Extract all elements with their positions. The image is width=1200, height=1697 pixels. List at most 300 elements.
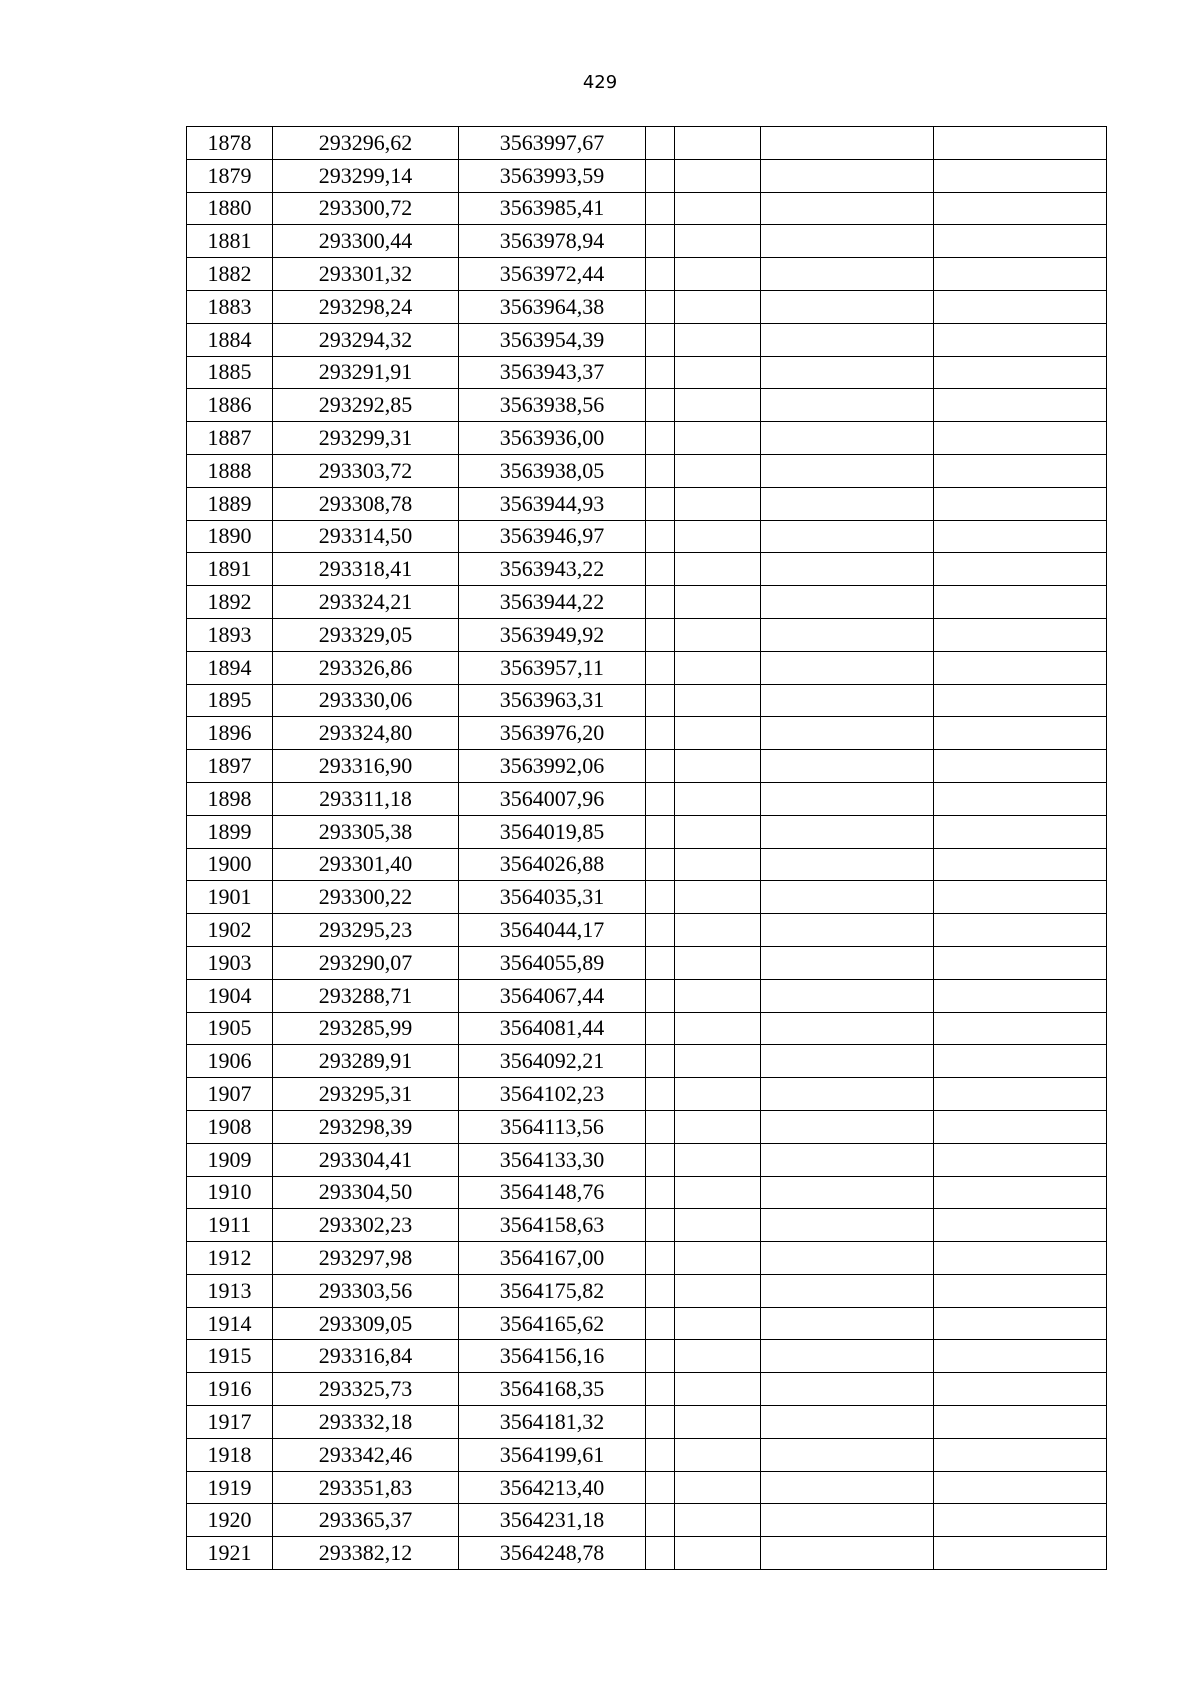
x-coordinate-cell: 293324,21 (273, 586, 459, 619)
empty-cell (934, 815, 1107, 848)
empty-cell (934, 1045, 1107, 1078)
empty-cell (646, 750, 675, 783)
point-number-cell: 1899 (187, 815, 273, 848)
empty-cell (646, 1012, 675, 1045)
empty-cell (675, 487, 761, 520)
point-number-cell: 1907 (187, 1078, 273, 1111)
empty-cell (934, 520, 1107, 553)
point-number-cell: 1880 (187, 192, 273, 225)
point-number-cell: 1884 (187, 323, 273, 356)
point-number-cell: 1916 (187, 1373, 273, 1406)
empty-cell (761, 192, 934, 225)
empty-cell (646, 1373, 675, 1406)
point-number-cell: 1915 (187, 1340, 273, 1373)
table-row (187, 750, 1107, 783)
empty-cell (646, 487, 675, 520)
empty-cell (675, 946, 761, 979)
table-row (187, 487, 1107, 520)
point-number-cell: 1898 (187, 782, 273, 815)
empty-cell (934, 553, 1107, 586)
x-coordinate-cell: 293295,23 (273, 914, 459, 947)
empty-cell (646, 1078, 675, 1111)
x-coordinate-cell: 293285,99 (273, 1012, 459, 1045)
empty-cell (934, 1078, 1107, 1111)
empty-cell (675, 782, 761, 815)
empty-cell (934, 454, 1107, 487)
x-coordinate-cell: 293298,24 (273, 290, 459, 323)
empty-cell (646, 258, 675, 291)
empty-cell (675, 586, 761, 619)
empty-cell (675, 258, 761, 291)
empty-cell (761, 1143, 934, 1176)
empty-cell (934, 881, 1107, 914)
x-coordinate-cell: 293303,72 (273, 454, 459, 487)
x-coordinate-cell: 293289,91 (273, 1045, 459, 1078)
empty-cell (675, 1373, 761, 1406)
empty-cell (646, 1307, 675, 1340)
table-row (187, 979, 1107, 1012)
empty-cell (761, 1438, 934, 1471)
y-coordinate-cell: 3563972,44 (459, 258, 646, 291)
table-row (187, 1504, 1107, 1537)
y-coordinate-cell: 3563985,41 (459, 192, 646, 225)
empty-cell (934, 225, 1107, 258)
y-coordinate-cell: 3564019,85 (459, 815, 646, 848)
y-coordinate-cell: 3563944,93 (459, 487, 646, 520)
empty-cell (761, 127, 934, 160)
y-coordinate-cell: 3564044,17 (459, 914, 646, 947)
empty-cell (675, 1307, 761, 1340)
point-number-cell: 1879 (187, 159, 273, 192)
empty-cell (761, 881, 934, 914)
empty-cell (675, 454, 761, 487)
empty-cell (934, 1373, 1107, 1406)
empty-cell (646, 848, 675, 881)
empty-cell (761, 914, 934, 947)
x-coordinate-cell: 293296,62 (273, 127, 459, 160)
empty-cell (761, 1012, 934, 1045)
empty-cell (761, 946, 934, 979)
empty-cell (646, 618, 675, 651)
table-row (187, 815, 1107, 848)
empty-cell (675, 881, 761, 914)
empty-cell (646, 1209, 675, 1242)
empty-cell (761, 290, 934, 323)
y-coordinate-cell: 3563943,22 (459, 553, 646, 586)
empty-cell (675, 290, 761, 323)
y-coordinate-cell: 3564156,16 (459, 1340, 646, 1373)
empty-cell (675, 1471, 761, 1504)
empty-cell (675, 979, 761, 1012)
empty-cell (646, 782, 675, 815)
empty-cell (761, 1406, 934, 1439)
empty-cell (675, 225, 761, 258)
empty-cell (761, 225, 934, 258)
empty-cell (675, 914, 761, 947)
empty-cell (761, 487, 934, 520)
point-number-cell: 1911 (187, 1209, 273, 1242)
table-row (187, 1012, 1107, 1045)
y-coordinate-cell: 3564081,44 (459, 1012, 646, 1045)
empty-cell (646, 1045, 675, 1078)
empty-cell (761, 454, 934, 487)
point-number-cell: 1894 (187, 651, 273, 684)
x-coordinate-cell: 293324,80 (273, 717, 459, 750)
empty-cell (934, 979, 1107, 1012)
point-number-cell: 1885 (187, 356, 273, 389)
point-number-cell: 1897 (187, 750, 273, 783)
empty-cell (675, 717, 761, 750)
y-coordinate-cell: 3564102,23 (459, 1078, 646, 1111)
empty-cell (646, 192, 675, 225)
empty-cell (675, 1438, 761, 1471)
empty-cell (761, 1504, 934, 1537)
x-coordinate-cell: 293292,85 (273, 389, 459, 422)
empty-cell (646, 1110, 675, 1143)
point-number-cell: 1887 (187, 422, 273, 455)
y-coordinate-cell: 3564165,62 (459, 1307, 646, 1340)
empty-cell (934, 1340, 1107, 1373)
empty-cell (761, 815, 934, 848)
point-number-cell: 1905 (187, 1012, 273, 1045)
empty-cell (646, 1406, 675, 1439)
empty-cell (934, 946, 1107, 979)
empty-cell (646, 1471, 675, 1504)
empty-cell (675, 389, 761, 422)
empty-cell (761, 1340, 934, 1373)
empty-cell (646, 520, 675, 553)
point-number-cell: 1892 (187, 586, 273, 619)
empty-cell (646, 323, 675, 356)
empty-cell (646, 1143, 675, 1176)
point-number-cell: 1918 (187, 1438, 273, 1471)
table-row (187, 1274, 1107, 1307)
empty-cell (646, 422, 675, 455)
y-coordinate-cell: 3564133,30 (459, 1143, 646, 1176)
y-coordinate-cell: 3564092,21 (459, 1045, 646, 1078)
x-coordinate-cell: 293326,86 (273, 651, 459, 684)
table-row (187, 618, 1107, 651)
empty-cell (675, 815, 761, 848)
table-row (187, 651, 1107, 684)
empty-cell (934, 192, 1107, 225)
y-coordinate-cell: 3564055,89 (459, 946, 646, 979)
empty-cell (675, 1078, 761, 1111)
x-coordinate-cell: 293365,37 (273, 1504, 459, 1537)
empty-cell (761, 553, 934, 586)
empty-cell (675, 684, 761, 717)
empty-cell (675, 323, 761, 356)
point-number-cell: 1919 (187, 1471, 273, 1504)
table-row (187, 1373, 1107, 1406)
empty-cell (646, 1537, 675, 1570)
coordinates-table (186, 126, 1107, 1570)
empty-cell (761, 586, 934, 619)
empty-cell (761, 1078, 934, 1111)
empty-cell (934, 323, 1107, 356)
empty-cell (761, 520, 934, 553)
empty-cell (761, 1110, 934, 1143)
table-row (187, 520, 1107, 553)
table-row (187, 1242, 1107, 1275)
empty-cell (934, 782, 1107, 815)
point-number-cell: 1890 (187, 520, 273, 553)
table-row (187, 717, 1107, 750)
y-coordinate-cell: 3564067,44 (459, 979, 646, 1012)
x-coordinate-cell: 293330,06 (273, 684, 459, 717)
empty-cell (646, 914, 675, 947)
empty-cell (934, 1012, 1107, 1045)
empty-cell (934, 848, 1107, 881)
y-coordinate-cell: 3564158,63 (459, 1209, 646, 1242)
x-coordinate-cell: 293291,91 (273, 356, 459, 389)
x-coordinate-cell: 293332,18 (273, 1406, 459, 1439)
x-coordinate-cell: 293311,18 (273, 782, 459, 815)
empty-cell (675, 422, 761, 455)
empty-cell (675, 1406, 761, 1439)
empty-cell (934, 487, 1107, 520)
empty-cell (675, 1012, 761, 1045)
table-row (187, 356, 1107, 389)
table-row (187, 454, 1107, 487)
table-row (187, 1045, 1107, 1078)
y-coordinate-cell: 3563997,67 (459, 127, 646, 160)
page-number: 429 (582, 72, 618, 93)
empty-cell (646, 1340, 675, 1373)
table-row (187, 1209, 1107, 1242)
x-coordinate-cell: 293301,32 (273, 258, 459, 291)
empty-cell (761, 651, 934, 684)
empty-cell (761, 389, 934, 422)
table-row (187, 848, 1107, 881)
empty-cell (675, 750, 761, 783)
point-number-cell: 1902 (187, 914, 273, 947)
y-coordinate-cell: 3564167,00 (459, 1242, 646, 1275)
point-number-cell: 1913 (187, 1274, 273, 1307)
point-number-cell: 1921 (187, 1537, 273, 1570)
empty-cell (675, 1537, 761, 1570)
table-row (187, 1078, 1107, 1111)
empty-cell (761, 1274, 934, 1307)
empty-cell (675, 553, 761, 586)
y-coordinate-cell: 3563978,94 (459, 225, 646, 258)
empty-cell (934, 1307, 1107, 1340)
point-number-cell: 1882 (187, 258, 273, 291)
empty-cell (934, 618, 1107, 651)
y-coordinate-cell: 3564035,31 (459, 881, 646, 914)
table-row (187, 684, 1107, 717)
table-row (187, 1537, 1107, 1570)
empty-cell (934, 1438, 1107, 1471)
y-coordinate-cell: 3563976,20 (459, 717, 646, 750)
x-coordinate-cell: 293303,56 (273, 1274, 459, 1307)
empty-cell (675, 127, 761, 160)
table-row (187, 1110, 1107, 1143)
empty-cell (934, 1143, 1107, 1176)
point-number-cell: 1888 (187, 454, 273, 487)
y-coordinate-cell: 3563949,92 (459, 618, 646, 651)
empty-cell (761, 159, 934, 192)
empty-cell (761, 750, 934, 783)
table-row (187, 553, 1107, 586)
y-coordinate-cell: 3563943,37 (459, 356, 646, 389)
empty-cell (934, 1176, 1107, 1209)
y-coordinate-cell: 3563936,00 (459, 422, 646, 455)
empty-cell (675, 192, 761, 225)
x-coordinate-cell: 293382,12 (273, 1537, 459, 1570)
empty-cell (934, 1209, 1107, 1242)
table-row (187, 225, 1107, 258)
empty-cell (761, 323, 934, 356)
x-coordinate-cell: 293299,14 (273, 159, 459, 192)
y-coordinate-cell: 3564199,61 (459, 1438, 646, 1471)
empty-cell (761, 1242, 934, 1275)
empty-cell (934, 1274, 1107, 1307)
empty-cell (761, 979, 934, 1012)
point-number-cell: 1908 (187, 1110, 273, 1143)
empty-cell (675, 1274, 761, 1307)
table-row (187, 1471, 1107, 1504)
empty-cell (646, 1438, 675, 1471)
point-number-cell: 1900 (187, 848, 273, 881)
empty-cell (934, 159, 1107, 192)
y-coordinate-cell: 3563964,38 (459, 290, 646, 323)
empty-cell (934, 1504, 1107, 1537)
empty-cell (934, 127, 1107, 160)
y-coordinate-cell: 3563938,05 (459, 454, 646, 487)
table-row (187, 881, 1107, 914)
table-row (187, 1307, 1107, 1340)
x-coordinate-cell: 293300,44 (273, 225, 459, 258)
point-number-cell: 1914 (187, 1307, 273, 1340)
x-coordinate-cell: 293299,31 (273, 422, 459, 455)
empty-cell (675, 848, 761, 881)
empty-cell (761, 1537, 934, 1570)
empty-cell (675, 1209, 761, 1242)
x-coordinate-cell: 293308,78 (273, 487, 459, 520)
x-coordinate-cell: 293305,38 (273, 815, 459, 848)
x-coordinate-cell: 293304,41 (273, 1143, 459, 1176)
empty-cell (761, 782, 934, 815)
table-row (187, 290, 1107, 323)
x-coordinate-cell: 293288,71 (273, 979, 459, 1012)
x-coordinate-cell: 293300,22 (273, 881, 459, 914)
point-number-cell: 1896 (187, 717, 273, 750)
point-number-cell: 1920 (187, 1504, 273, 1537)
y-coordinate-cell: 3563954,39 (459, 323, 646, 356)
empty-cell (761, 1307, 934, 1340)
empty-cell (934, 914, 1107, 947)
empty-cell (646, 389, 675, 422)
empty-cell (646, 225, 675, 258)
empty-cell (646, 356, 675, 389)
x-coordinate-cell: 293290,07 (273, 946, 459, 979)
empty-cell (646, 290, 675, 323)
empty-cell (761, 1471, 934, 1504)
y-coordinate-cell: 3564168,35 (459, 1373, 646, 1406)
point-number-cell: 1909 (187, 1143, 273, 1176)
empty-cell (646, 454, 675, 487)
point-number-cell: 1906 (187, 1045, 273, 1078)
empty-cell (646, 651, 675, 684)
empty-cell (761, 618, 934, 651)
empty-cell (761, 1209, 934, 1242)
y-coordinate-cell: 3564148,76 (459, 1176, 646, 1209)
empty-cell (646, 979, 675, 1012)
point-number-cell: 1903 (187, 946, 273, 979)
empty-cell (646, 586, 675, 619)
x-coordinate-cell: 293302,23 (273, 1209, 459, 1242)
y-coordinate-cell: 3564248,78 (459, 1537, 646, 1570)
empty-cell (761, 1045, 934, 1078)
empty-cell (646, 553, 675, 586)
empty-cell (934, 258, 1107, 291)
table-row (187, 127, 1107, 160)
empty-cell (761, 1373, 934, 1406)
empty-cell (646, 1504, 675, 1537)
point-number-cell: 1901 (187, 881, 273, 914)
empty-cell (675, 1242, 761, 1275)
empty-cell (675, 1143, 761, 1176)
x-coordinate-cell: 293304,50 (273, 1176, 459, 1209)
empty-cell (761, 848, 934, 881)
x-coordinate-cell: 293309,05 (273, 1307, 459, 1340)
point-number-cell: 1904 (187, 979, 273, 1012)
y-coordinate-cell: 3563957,11 (459, 651, 646, 684)
y-coordinate-cell: 3563963,31 (459, 684, 646, 717)
point-number-cell: 1889 (187, 487, 273, 520)
empty-cell (934, 389, 1107, 422)
table-row (187, 1340, 1107, 1373)
table-row (187, 1406, 1107, 1439)
y-coordinate-cell: 3563993,59 (459, 159, 646, 192)
empty-cell (646, 159, 675, 192)
y-coordinate-cell: 3564175,82 (459, 1274, 646, 1307)
x-coordinate-cell: 293295,31 (273, 1078, 459, 1111)
empty-cell (646, 717, 675, 750)
table-row (187, 323, 1107, 356)
empty-cell (675, 1045, 761, 1078)
empty-cell (934, 290, 1107, 323)
empty-cell (675, 159, 761, 192)
point-number-cell: 1893 (187, 618, 273, 651)
x-coordinate-cell: 293301,40 (273, 848, 459, 881)
table-row (187, 914, 1107, 947)
x-coordinate-cell: 293297,98 (273, 1242, 459, 1275)
empty-cell (934, 1242, 1107, 1275)
empty-cell (646, 881, 675, 914)
table-row (187, 586, 1107, 619)
x-coordinate-cell: 293318,41 (273, 553, 459, 586)
empty-cell (646, 684, 675, 717)
table-row (187, 782, 1107, 815)
empty-cell (934, 422, 1107, 455)
x-coordinate-cell: 293342,46 (273, 1438, 459, 1471)
table-row (187, 389, 1107, 422)
table-row (187, 1438, 1107, 1471)
empty-cell (675, 520, 761, 553)
x-coordinate-cell: 293294,32 (273, 323, 459, 356)
point-number-cell: 1878 (187, 127, 273, 160)
point-number-cell: 1883 (187, 290, 273, 323)
empty-cell (675, 1340, 761, 1373)
x-coordinate-cell: 293314,50 (273, 520, 459, 553)
y-coordinate-cell: 3564213,40 (459, 1471, 646, 1504)
y-coordinate-cell: 3563992,06 (459, 750, 646, 783)
y-coordinate-cell: 3564026,88 (459, 848, 646, 881)
y-coordinate-cell: 3564231,18 (459, 1504, 646, 1537)
x-coordinate-cell: 293300,72 (273, 192, 459, 225)
